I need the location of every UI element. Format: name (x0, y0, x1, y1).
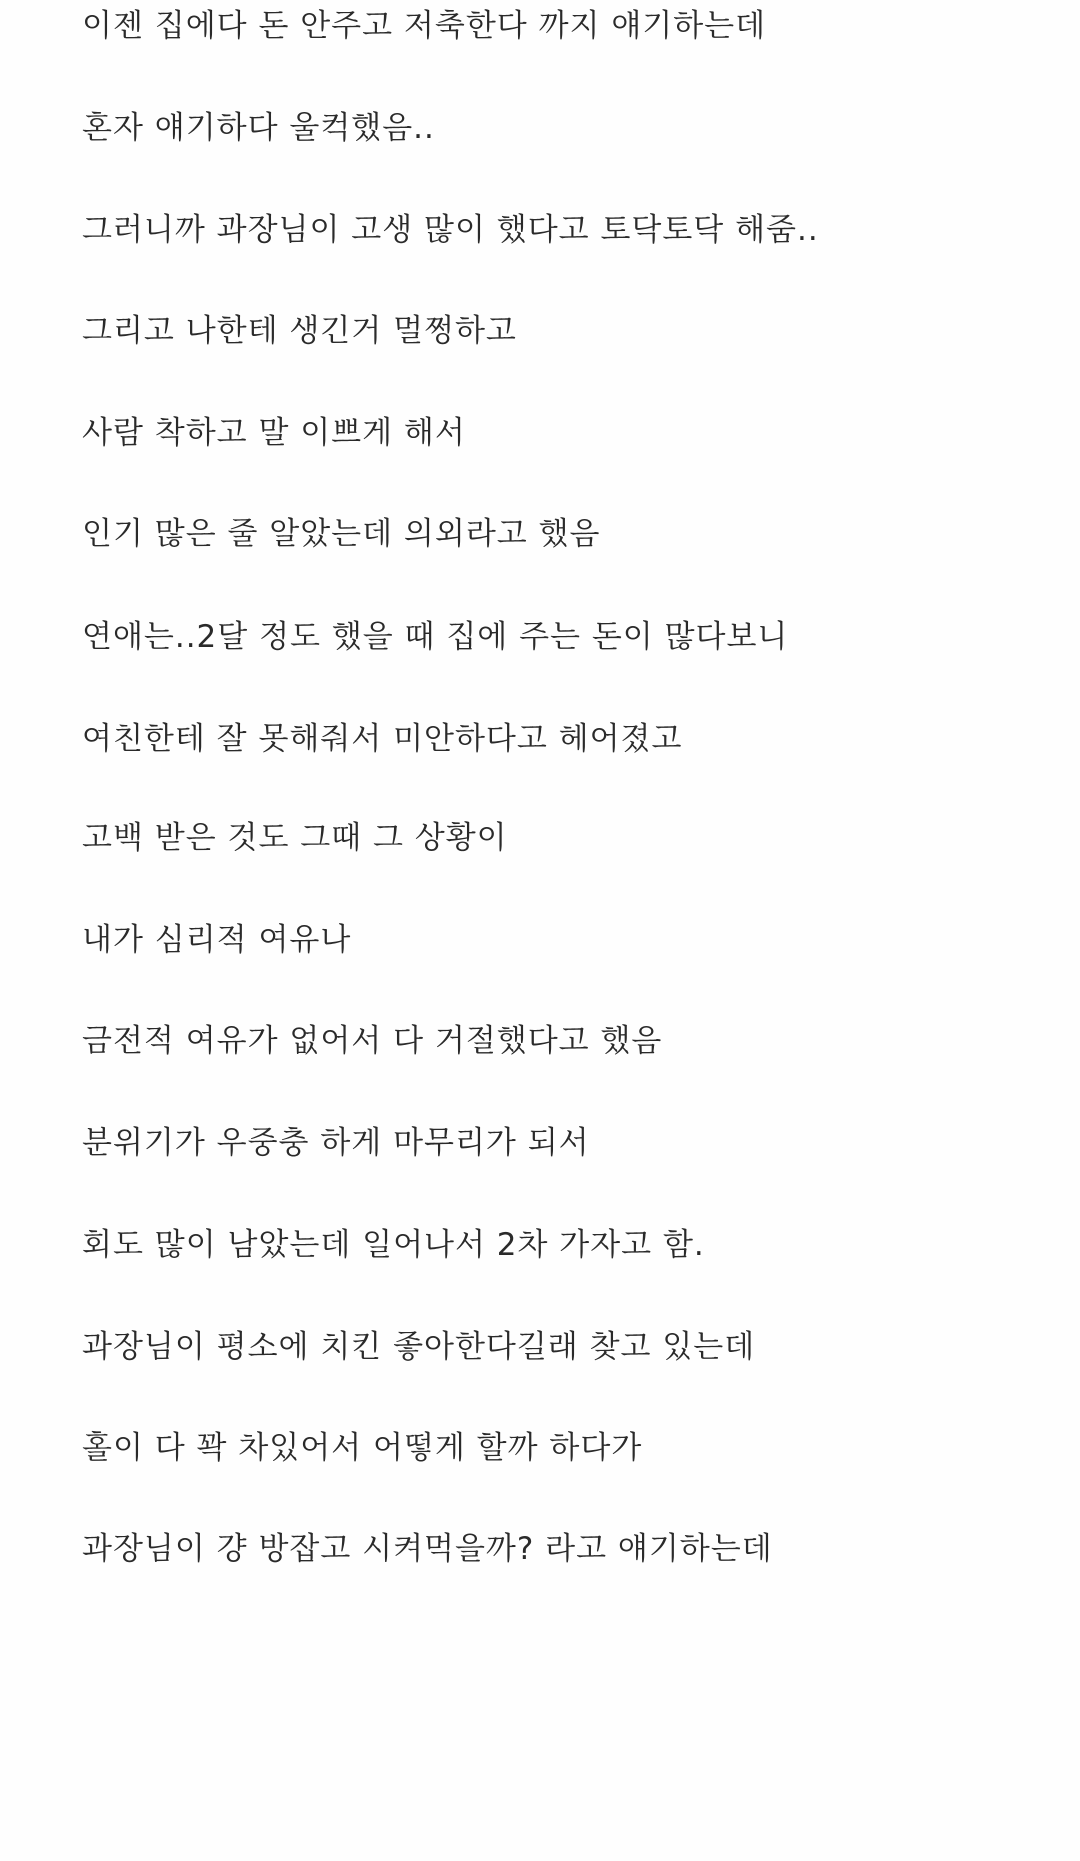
text-line: 이젠 집에다 돈 안주고 저축한다 까지 얘기하는데 (82, 8, 767, 44)
text-line: 그러니까 과장님이 고생 많이 했다고 토닥토닥 해줌.. (82, 212, 819, 248)
text-line: 혼자 얘기하다 울컥했음.. (82, 110, 435, 146)
text-line: 홀이 다 꽉 차있어서 어떻게 할까 하다가 (82, 1430, 643, 1466)
text-line: 사람 착하고 말 이쁘게 해서 (82, 415, 466, 451)
text-line: 인기 많은 줄 알았는데 의외라고 했음 (82, 516, 601, 552)
text-line: 그리고 나한테 생긴거 멀쩡하고 (82, 313, 517, 349)
text-line: 분위기가 우중충 하게 마무리가 되서 (82, 1125, 590, 1161)
text-line: 금전적 여유가 없어서 다 거절했다고 했음 (82, 1023, 663, 1059)
text-line: 여친한테 잘 못해줘서 미안하다고 헤어졌고 (82, 721, 683, 757)
text-line: 과장님이 평소에 치킨 좋아한다길래 찾고 있는데 (82, 1329, 756, 1365)
text-line: 내가 심리적 여유나 (82, 922, 352, 958)
text-line: 연애는..2달 정도 했을 때 집에 주는 돈이 많다보니 (82, 619, 789, 655)
text-line: 과장님이 걍 방잡고 시켜먹을까? 라고 얘기하는데 (82, 1531, 773, 1567)
text-line: 회도 많이 남았는데 일어나서 2차 가자고 함. (82, 1227, 705, 1263)
text-line: 고백 받은 것도 그때 그 상황이 (82, 820, 508, 856)
